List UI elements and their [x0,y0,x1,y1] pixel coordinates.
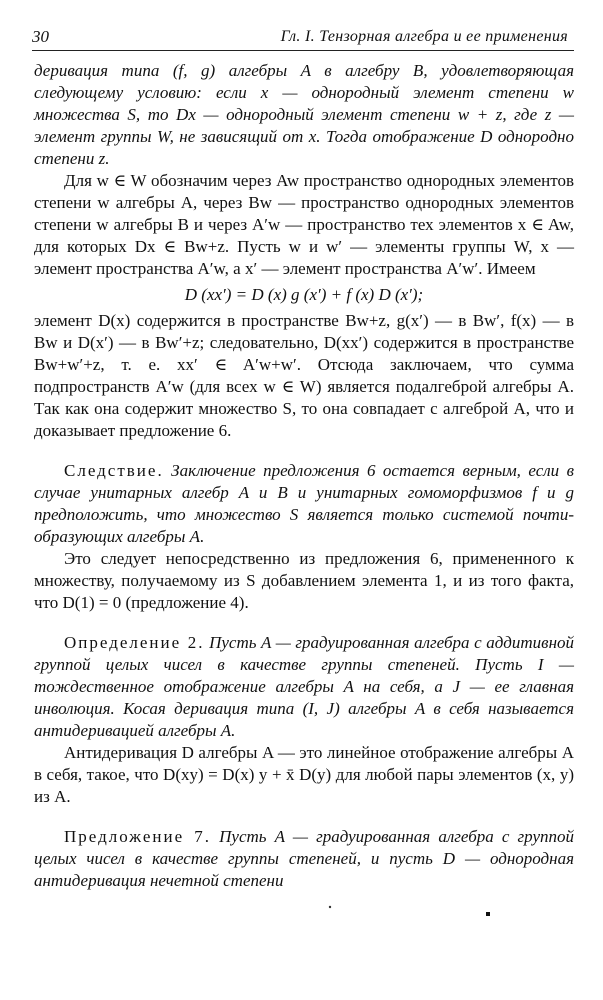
page-header [32,26,574,51]
print-speck [486,912,490,916]
formula-derivation: D (xx′) = D (x) g (x′) + f (x) D (x′); [184,285,424,304]
definition-text: Пусть A — градуированная алгебра с аддитивной группой целых чисел в качестве группы степеней. Пусть I — тождественное отображение алгебры A на себя, а J — ее главная инволюция. Косая деривация типа (I, J) алгебры A в себя называется антидеривацией алгебры A. [34,633,574,740]
paragraph-proof-continuation: элемент D(x) содержится в пространстве Bw+z, g(x′) — в Bw′, f(x) — в Bw и D(x′) — в Bw′+z; следовательно, D(xx′) содержится в пространстве Bw+w′+z, т. е. xx′ ∈ A′w+w′. Отсюда заключаем, что сумма подпространств A′w (для всех w ∈ W) является подалгеброй алгебры A. Так как она содержит множество S, то она совпадает с алгеброй A, что и доказывает предложение 6. [34,311,574,440]
antiderivation-paragraph: Антидеривация D алгебры A — это линейное отображение алгебры A в себя, такое, что D(xy) = D(x) y + x̄ D(y) для любой пары элементов (x, y) из A. [34,743,574,806]
spacer [34,442,574,460]
corollary [34,460,574,548]
corollary-heading: Следствие. [64,461,164,480]
definition-heading: Определение 2. [64,633,205,652]
definition [34,632,574,742]
proposition-text: Пусть A — градуированная алгебра с группой целых чисел в качестве группы степеней, и пусть D — однородная антидеривация нечетной степени [34,827,575,890]
running-head: Гл. I. Тензорная алгебра и ее применения [280,28,568,45]
proposition-heading: Предложение 7. [64,827,211,846]
page-body [34,60,574,892]
proposition [34,826,574,892]
page-number: 30 [32,27,49,46]
spacer [34,808,574,826]
paragraph-definition-continuation: деривация типа (f, g) алгебры A в алгебру B, удовлетворяющая следующему условию: если x — однородный элемент степени w множества S, то Dx — однородный элемент степени w + z, где z — элемент группы W, не зависящий от x. Тогда отображение D однородно степени z. [34,61,574,168]
spacer [34,614,574,632]
corollary-proof: Это следует непосредственно из предложения 6, примененного к множеству, получаемому из S добавлением элемента 1, и из того факта, что D(1) = 0 (предложение 4). [34,549,574,612]
paragraph-proof: Для w ∈ W обозначим через Aw пространство однородных элементов степени w алгебры A, через Bw — пространство однородных элементов степени w алгебры B и через A′w — пространство тех элементов x ∈ Aw, для которых Dx ∈ Bw+z. Пусть w и w′ — элементы группы W, x — элемент пространства A′w, а x′ — элемент пространства A′w′. Имеем [34,171,574,278]
corollary-text: Заключение предложения 6 остается верным, если в случае унитарных алгебр A и B и унитарных гомоморфизмов f и g предположить, что множество S является только системой почти-образующих алгебры A. [34,461,575,546]
print-speck [329,906,331,908]
